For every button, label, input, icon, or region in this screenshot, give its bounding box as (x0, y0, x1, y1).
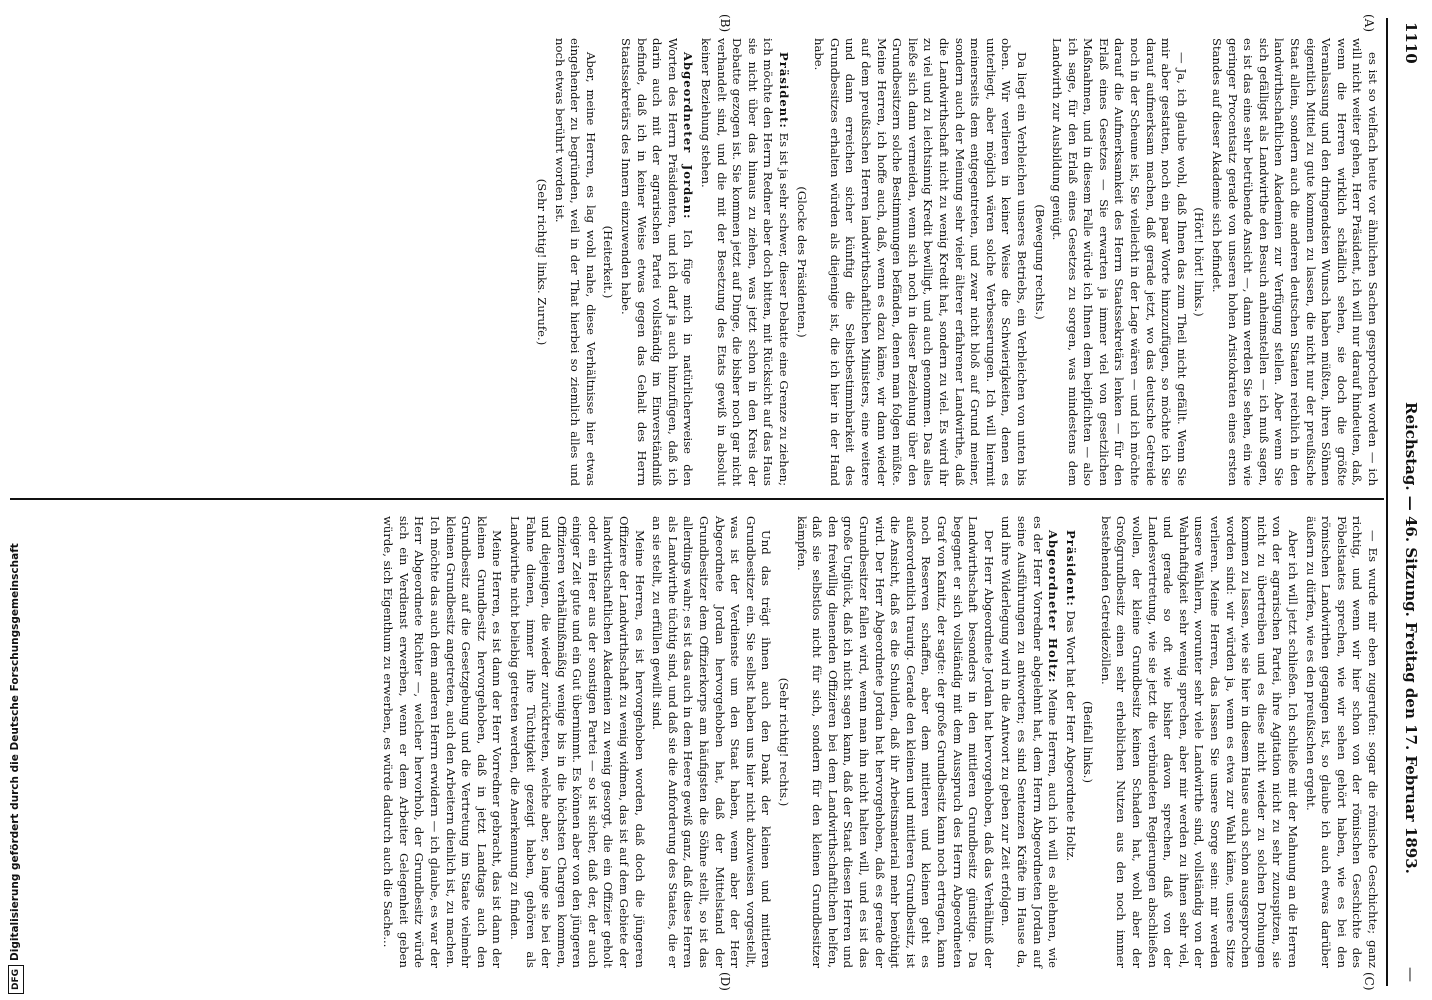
stage-direction (1080, 516, 1096, 968)
paragraph (793, 516, 996, 968)
paragraph-text: Und das trägt ihnen auch den Dank der kleinen und mittleren Grundbesitzer ein. Sie selbst haben uns hier nicht abzuweisen vorgestellt, was ist der Verdienste um den Staat haben, wenn aber der Herr Abgeordnete Jordan hervorgehoben hat, daß der Mittelstand der Grundbesitzer dem Offizierkorps am häufigsten die Söhne stellt, so ist das allerdings wahr; es ist das auch in dem Heere gewiß ganz, daß diese Herren als Landwirthe tüchtig sind, und daß sie die Anforderung des Staates, die er an sie stellt, zu erfüllen gewillt sind. (650, 516, 774, 968)
right-column (378, 516, 1380, 968)
paragraph (998, 516, 1060, 968)
paragraph-text: Ich füge mich in natürlicherweise den Worten des Herrn Präsidenten, und ich darf ja auch hinzufügen, daß ich darin auch mit der agrarischen Partei vollständig im Einverständniß befinde, daß ich in keiner Weise etwas gegen das Gehalt des Herrn Staatssekretärs des Innern einzuwenden habe. (619, 38, 696, 486)
page-number: 1110 (1402, 22, 1420, 64)
page-title: Reichstag. — 46. Sitzung. Freitag den 17. Februar 1893. (1402, 402, 1420, 874)
paragraph-text: Meine Herren, es ist dann der Herr Vorredner gebracht, das ist dann der kleinen Grundbesitz hervorgehoben, daß in jetzt Landtags auch den Grundbesitz auf die Gesetzgebung und die Vertretung im Staate vielmehr kleinen Grundbesitz angetreten, auch den Arbeitern dienlich ist, zu machen. Ich möchte das auch dem anderen Herrn erwidern — ich glaube, es war der Herr Abgeordnete Richter —, welcher hervorhob, der Grundbesitz würde sich ein Verdienst erwerben, wenn er dem Arbeiter Gelegenheit geben würde, sich Eigenthum zu erwerben, es würde dadurch auch die Sache... (381, 516, 505, 968)
paragraph (697, 38, 791, 486)
paragraph-text: — Es wurde mir eben zugerufen: sogar die römische Geschichte; ganz richtig, und wenn wir hier schon von der römischen Geschichte des Pöbelstaates sprechen, wie wir sehen gehört haben, wie es bei den römischen Landwirthen gegangen ist, so glaube ich auch etwas darüber äußern zu dürfen, wie es den preußischen ergeht. (1303, 516, 1380, 968)
stage-direction (1031, 38, 1047, 486)
paragraph (1208, 38, 1380, 486)
stage-direction (775, 516, 791, 968)
paragraph-text: (Glocke des Präsidenten.) (794, 186, 809, 338)
speaker-name: Abgeordneter Holtz: (1046, 530, 1061, 684)
paragraph-text: (Bewegung rechts.) (1032, 204, 1047, 320)
stage-direction (534, 38, 550, 486)
paragraph-text: Das Wort hat der Herr Abgeordnete Holtz. (1063, 610, 1078, 862)
paragraph (618, 38, 696, 486)
paragraph-text: (Beifall links.) (1081, 701, 1096, 783)
left-column (532, 38, 1380, 486)
stage-direction (600, 38, 616, 486)
header-rule (1386, 18, 1388, 986)
stage-direction (793, 38, 809, 486)
paragraph (551, 38, 598, 486)
paragraph-text: Meine Herren, es ist hervorgehoben worden, daß doch die jüngeren Offiziere der Landwirthschaft zu wenig widmen, das ist auf dem Gebiete der landwirthschaftlichen Akademien zu wenig gesorgt, die ein Offizier geholt oder ein Heer aus der sonstigen Partei — so ist sicher, daß der, der auch einiger Zeit gute und ein Gut übernimmt. Es können aber von den jüngeren Offizieren verhältnißmäßig wenige bis in die höchsten Chargen kommen, und diejenigen, die wieder zurücktreten, welche aber, so lange sie bei der Fahne dienen, immer ihre Tüchtigkeit gezeigt haben, gehören als Landwirthe nicht beliebig getreten werden, die Anerkennung zu finden. (507, 516, 647, 968)
paragraph-text: Es ist ja sehr schwer, dieser Debatte eine Grenze zu ziehen; ich möchte den Herrn Redner aber doch bitten, mit Rücksicht auf das Haus sie nicht über das hinaus zu ziehen, was jetzt schon in den Kreis der Debatte gezogen ist. Sie kommen jetzt auf Dinge, die bisher noch gar nicht verhandelt sind, und die mit der Besetzung des Etats gewiß in absolut keiner Beziehung stehen. (699, 38, 792, 486)
paragraph (1062, 516, 1078, 968)
paragraph-text: (Sehr richtig! rechts.) (777, 677, 792, 807)
marker-d: (D) (718, 972, 732, 991)
credit-text: Digitalisierung gefördert durch die Deutsche Forschungsgemeinschaft (9, 543, 21, 961)
marker-b: (B) (718, 14, 732, 33)
header-edge-mark: — (1402, 967, 1420, 982)
paragraph (1049, 38, 1189, 486)
speaker-name: Präsident: (1063, 530, 1078, 607)
paragraph-text: es ist so vielfach heute vor ähnlichen Sachen gesprochen worden — ich will nicht weiter gehen, Herr Präsident, ich will nur darauf hindeuten, daß, wenn die Herren wirklich schädlich sehen, sie doch die größte Veranlassung und den dringendsten Wunsch haben müßten, ihren Söhnen eigentlich Mittel zu gute kommen zu lassen, die nicht nur der preußische Staat allein, sondern auch die anderen deutschen Staaten reichlich in den landwirthschaftlichen Akademien zur Verfügung stellen. Aber wenn Sie sich gefälligst als Landwirthe den Besuch anheimstellen — ich muß sagen, es ist das eine sehr betrübende Ansicht —, dann werden Sie sehen, ein wie geringer Procentsatz gerade von unseren hohen Aristokraten eines ersten Standes auf dieser Akademie sich befindet. (1210, 38, 1380, 486)
paragraph (811, 38, 1029, 486)
paragraph-text: — Ja, ich glaube wohl, daß Ihnen das zum Theil nicht gefällt. Wenn Sie mir aber gestatten, noch ein paar Worte hinzuzufügen, so möchte ich Sie darauf aufmerksam machen, daß gerade jetzt, wo das deutsche Getreide noch in der Scheune ist, Sie vielleicht in der Lage wären — und ich möchte darauf die Aufmerksamkeit des Herrn Staatssekretärs lenken — für den Erlaß eines Gesetzes — Sie erwarten ja immer viel von gesetzlichen Maßnahmen, und in diesem Falle würde ich Ihnen dem beipflichten — also ich sage, für den Erlaß eines Gesetzes zu sorgen, was mindestens dem Landwirth zur Ausbildung genügt. (1050, 38, 1189, 486)
paragraph-text: (Sehr richtig! links. Zurufe.) (535, 178, 550, 346)
paragraph-text: Da liegt ein Verbleichen unseres Betriebs, ein Verbleichen von unten bis oben. Wir verlieren in keiner Weise die Schwierigkeiten, denen es unterliegt, aber möglich wären solche Verbesserungen. Ich will hiermit meinerseits dem entgegentreten, und zwar nicht bloß auf Grund meiner, sondern auch der Meinung sehr vieler älterer erfahrener Landwirthe, daß die Landwirthschaft nicht zu wenig Kredit hat, sondern zu viel. Es wird ihr zu viel und zu leichtsinnig Kredit bewilligt, und auch genommen. Das alles ließe sich dann vermeiden, wenn sich noch in dieser Beziehung über den Grundbesitzern solche Bestimmungen befänden, denen man folgen müßte. Meine Herren, ich hoffe auch, daß, wenn es dazu käme, wir dann wieder auf dem preußischen Herren landwirthschaftlichen Ministers, eine weitere und dann erreichen sicher künftig die Selbstbestimmbarkeit des Grundbesitzes erhalten würden als diejenige ist, die ich hier in der Hand habe. (812, 38, 1029, 486)
paragraph-text: (Heiterkeit.) (601, 225, 616, 299)
marker-c: (C) (1362, 972, 1376, 991)
paragraph-text: Aber, meine Herren, es lag wohl nahe, diese Verhältnisse hier etwas eingehender zu begründen, weil in der That hierbei so ziemlich alles und noch etwas berührt worden ist. (552, 38, 598, 486)
paragraph (1302, 516, 1380, 968)
paragraph-text: Meine Herren, auch ich will es ablehnen, wie es der Herr Vorredner abgelehnt hat, dem Herrn Abgeordneten Jordan auf seine Ausführungen zu antworten; es sind Sentenzen Kräfte im Hause da, und ihre Widerlegung wird in die Antwort zu geben zur Zeit erfolgen. (999, 516, 1061, 969)
speaker-name: Präsident: (777, 52, 792, 129)
paragraph (649, 516, 774, 968)
column-divider (10, 498, 1384, 500)
paragraph-text: Aber ich will jetzt schließen. Ich schließe mit der Mahnung an die Herren von der agrarischen Partei, ihre Agitation nicht zu sehr zuzuspitzen, sie nicht zu übertreiben und es diese nicht wieder zu solchen Drohungen kommen zu lassen, wie sie hier in diesem Hause auch schon ausgesprochen worden sind: wir würden ja, wenn es etwa zur Wahl käme, unsere Sitze verlieren. Meine Herren, das lassen Sie unsere Sorge sein: mir werden unsere Wählern, worunter sehr viele Landwirthe sind, vollständig von der Wahrhaftigkeit sehr wenig sprechen, aber mir werden zu ihnen sehr viel, und gerade so oft wie bisher davon sprechen, daß von der Landesvertretung, wie sie jetzt die verbündeten Regierungen abschließen wollen, der kleine Grundbesitz keinen Schaden hat, wohl aber der Großgrundbesitz einen sehr erheblichen Nutzen aus den noch immer bestehenden Getreidezöllen. (1098, 516, 1301, 968)
page-header (1390, 22, 1420, 982)
paragraph (1097, 516, 1300, 968)
paragraph-text: (Hört! hört! links.) (1192, 207, 1207, 317)
paragraph-text: Der Herr Abgeordnete Jordan hat hervorgehoben, daß das Verhältniß der Landwirthschaft besonders in den mittleren Grundbesitz günstige. Da begegnet er sich vollständig mit dem Ausspruch des Herrn Abgeordneten Graf von Kanitz, der sagte: der große Grundbesitz kann noch ertragen, kann noch Reserven schaffen, aber dem mittleren und kleinen geht es außerordentlich traurig. Gerade den kleinen und mittleren Grundbesitz, ist die Ansicht, daß es die Schulden, daß ihr Arbeitsmaterial mehr benöthigt wird. Der Herr Abgeordnete Jordan hat hervorgehoben, daß es gerade der Grundbesitzer fallen wird, wenn man ihn nicht halten will, und es ist das große Unglück, daß ich nicht sagen kann, daß der Staat diesen Herren und den freiwillig dienenden Offizieren bei dem Landwirthschaftlichen helfen, daß sie selbstlos nicht für sich, sondern für den kleinen Grundbesitzer kämpfen. (794, 516, 996, 968)
dfg-logo: DFG (8, 965, 24, 994)
marker-a: (A) (1362, 14, 1376, 33)
stage-direction (1191, 38, 1207, 486)
paragraph (506, 516, 646, 968)
speaker-name: Abgeordneter Jordan: (681, 52, 696, 220)
paragraph (380, 516, 505, 968)
